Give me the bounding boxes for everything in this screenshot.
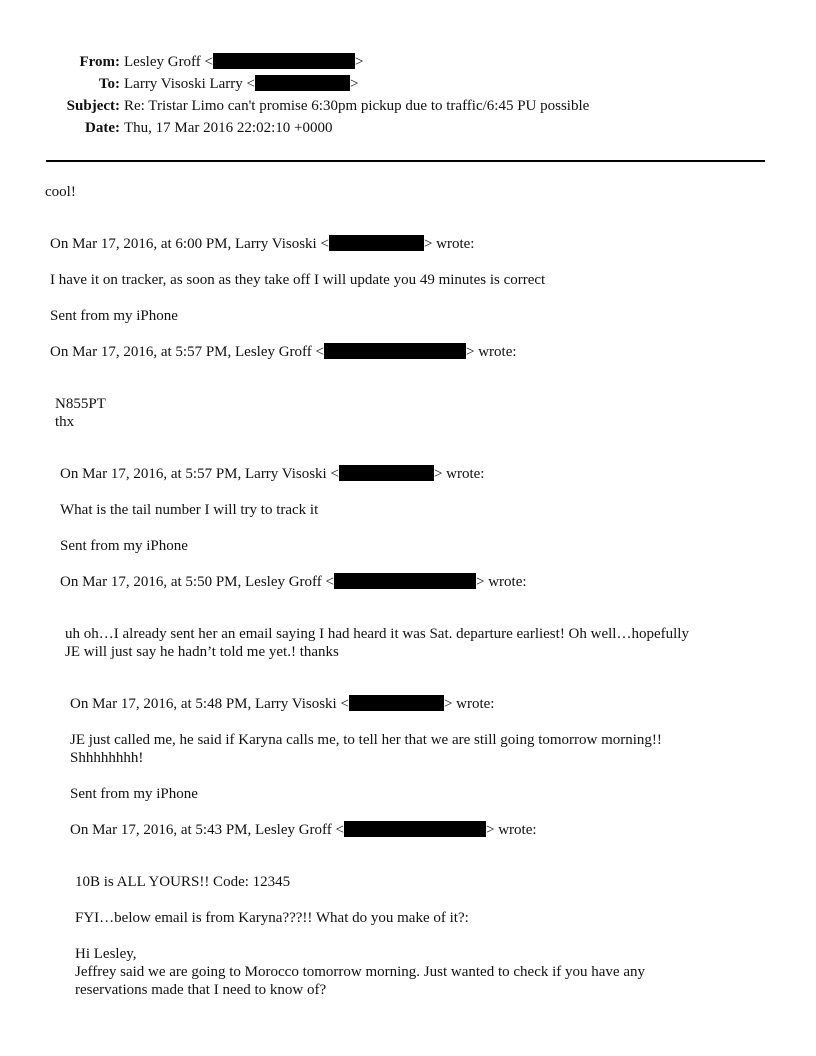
message-text: FYI…below email is from Karyna???!! What do you make of it?:: [75, 910, 469, 926]
message-text: I have it on tracker, as soon as they take off I will update you 49 minutes is correct: [50, 272, 546, 288]
redaction-box: [255, 75, 350, 91]
quote-attribution: On Mar 17, 2016, at 5:57 PM, Lesley Groff < > wrote:: [50, 344, 517, 360]
subject-value: Re: Tristar Limo can't promise 6:30pm pickup due to traffic/6:45 PU possible: [124, 98, 590, 114]
signature: Sent from my iPhone: [60, 538, 188, 554]
redaction-box: [349, 695, 444, 711]
from-name: Lesley Groff: [124, 54, 201, 70]
date-label: Date:: [85, 120, 120, 136]
signature: Sent from my iPhone: [50, 308, 178, 324]
message-text: JE just called me, he said if Karyna calls me, to tell her that we are still going tomorrow morning!!: [70, 732, 662, 748]
message-text: Shhhhhhhh!: [70, 750, 144, 766]
message-text: Jeffrey said we are going to Morocco tomorrow morning. Just wanted to check if you have any: [75, 964, 645, 980]
quote-attribution: On Mar 17, 2016, at 5:48 PM, Larry Visoski < > wrote:: [70, 696, 495, 712]
redaction-box: [334, 573, 476, 589]
quote-attribution: On Mar 17, 2016, at 5:43 PM, Lesley Groff < > wrote:: [70, 822, 537, 838]
date-value: Thu, 17 Mar 2016 22:02:10 +0000: [124, 120, 333, 136]
redaction-box: [344, 821, 486, 837]
from-value: Lesley Groff < >: [124, 54, 364, 70]
redaction-box: [213, 53, 355, 69]
message-text: thx: [55, 414, 75, 430]
redaction-box: [329, 235, 424, 251]
redaction-box: [324, 343, 466, 359]
message-text: JE will just say he hadn’t told me yet.! thanks: [65, 644, 339, 660]
message-text: reservations made that I need to know of?: [75, 982, 327, 998]
header-divider: [46, 160, 765, 162]
redaction-box: [339, 465, 434, 481]
message-text: Hi Lesley,: [75, 946, 137, 962]
subject-label: Subject:: [66, 98, 120, 114]
quote-attribution: On Mar 17, 2016, at 6:00 PM, Larry Visoski < > wrote:: [50, 236, 475, 252]
quote-attribution: On Mar 17, 2016, at 5:50 PM, Lesley Groff < > wrote:: [60, 574, 527, 590]
from-label: From:: [79, 54, 120, 70]
signature: Sent from my iPhone: [70, 786, 198, 802]
to-label: To:: [98, 76, 120, 92]
message-text: uh oh…I already sent her an email saying I had heard it was Sat. departure earliest! Oh well…hopefully: [65, 626, 689, 642]
reply-text: cool!: [45, 184, 76, 200]
quote-attribution: On Mar 17, 2016, at 5:57 PM, Larry Visoski < > wrote:: [60, 466, 485, 482]
message-text: What is the tail number I will try to track it: [60, 502, 319, 518]
message-text: N855PT: [55, 396, 106, 412]
message-text: 10B is ALL YOURS!! Code: 12345: [75, 874, 291, 890]
to-name: Larry Visoski Larry: [124, 76, 243, 92]
to-value: Larry Visoski Larry < >: [124, 76, 359, 92]
